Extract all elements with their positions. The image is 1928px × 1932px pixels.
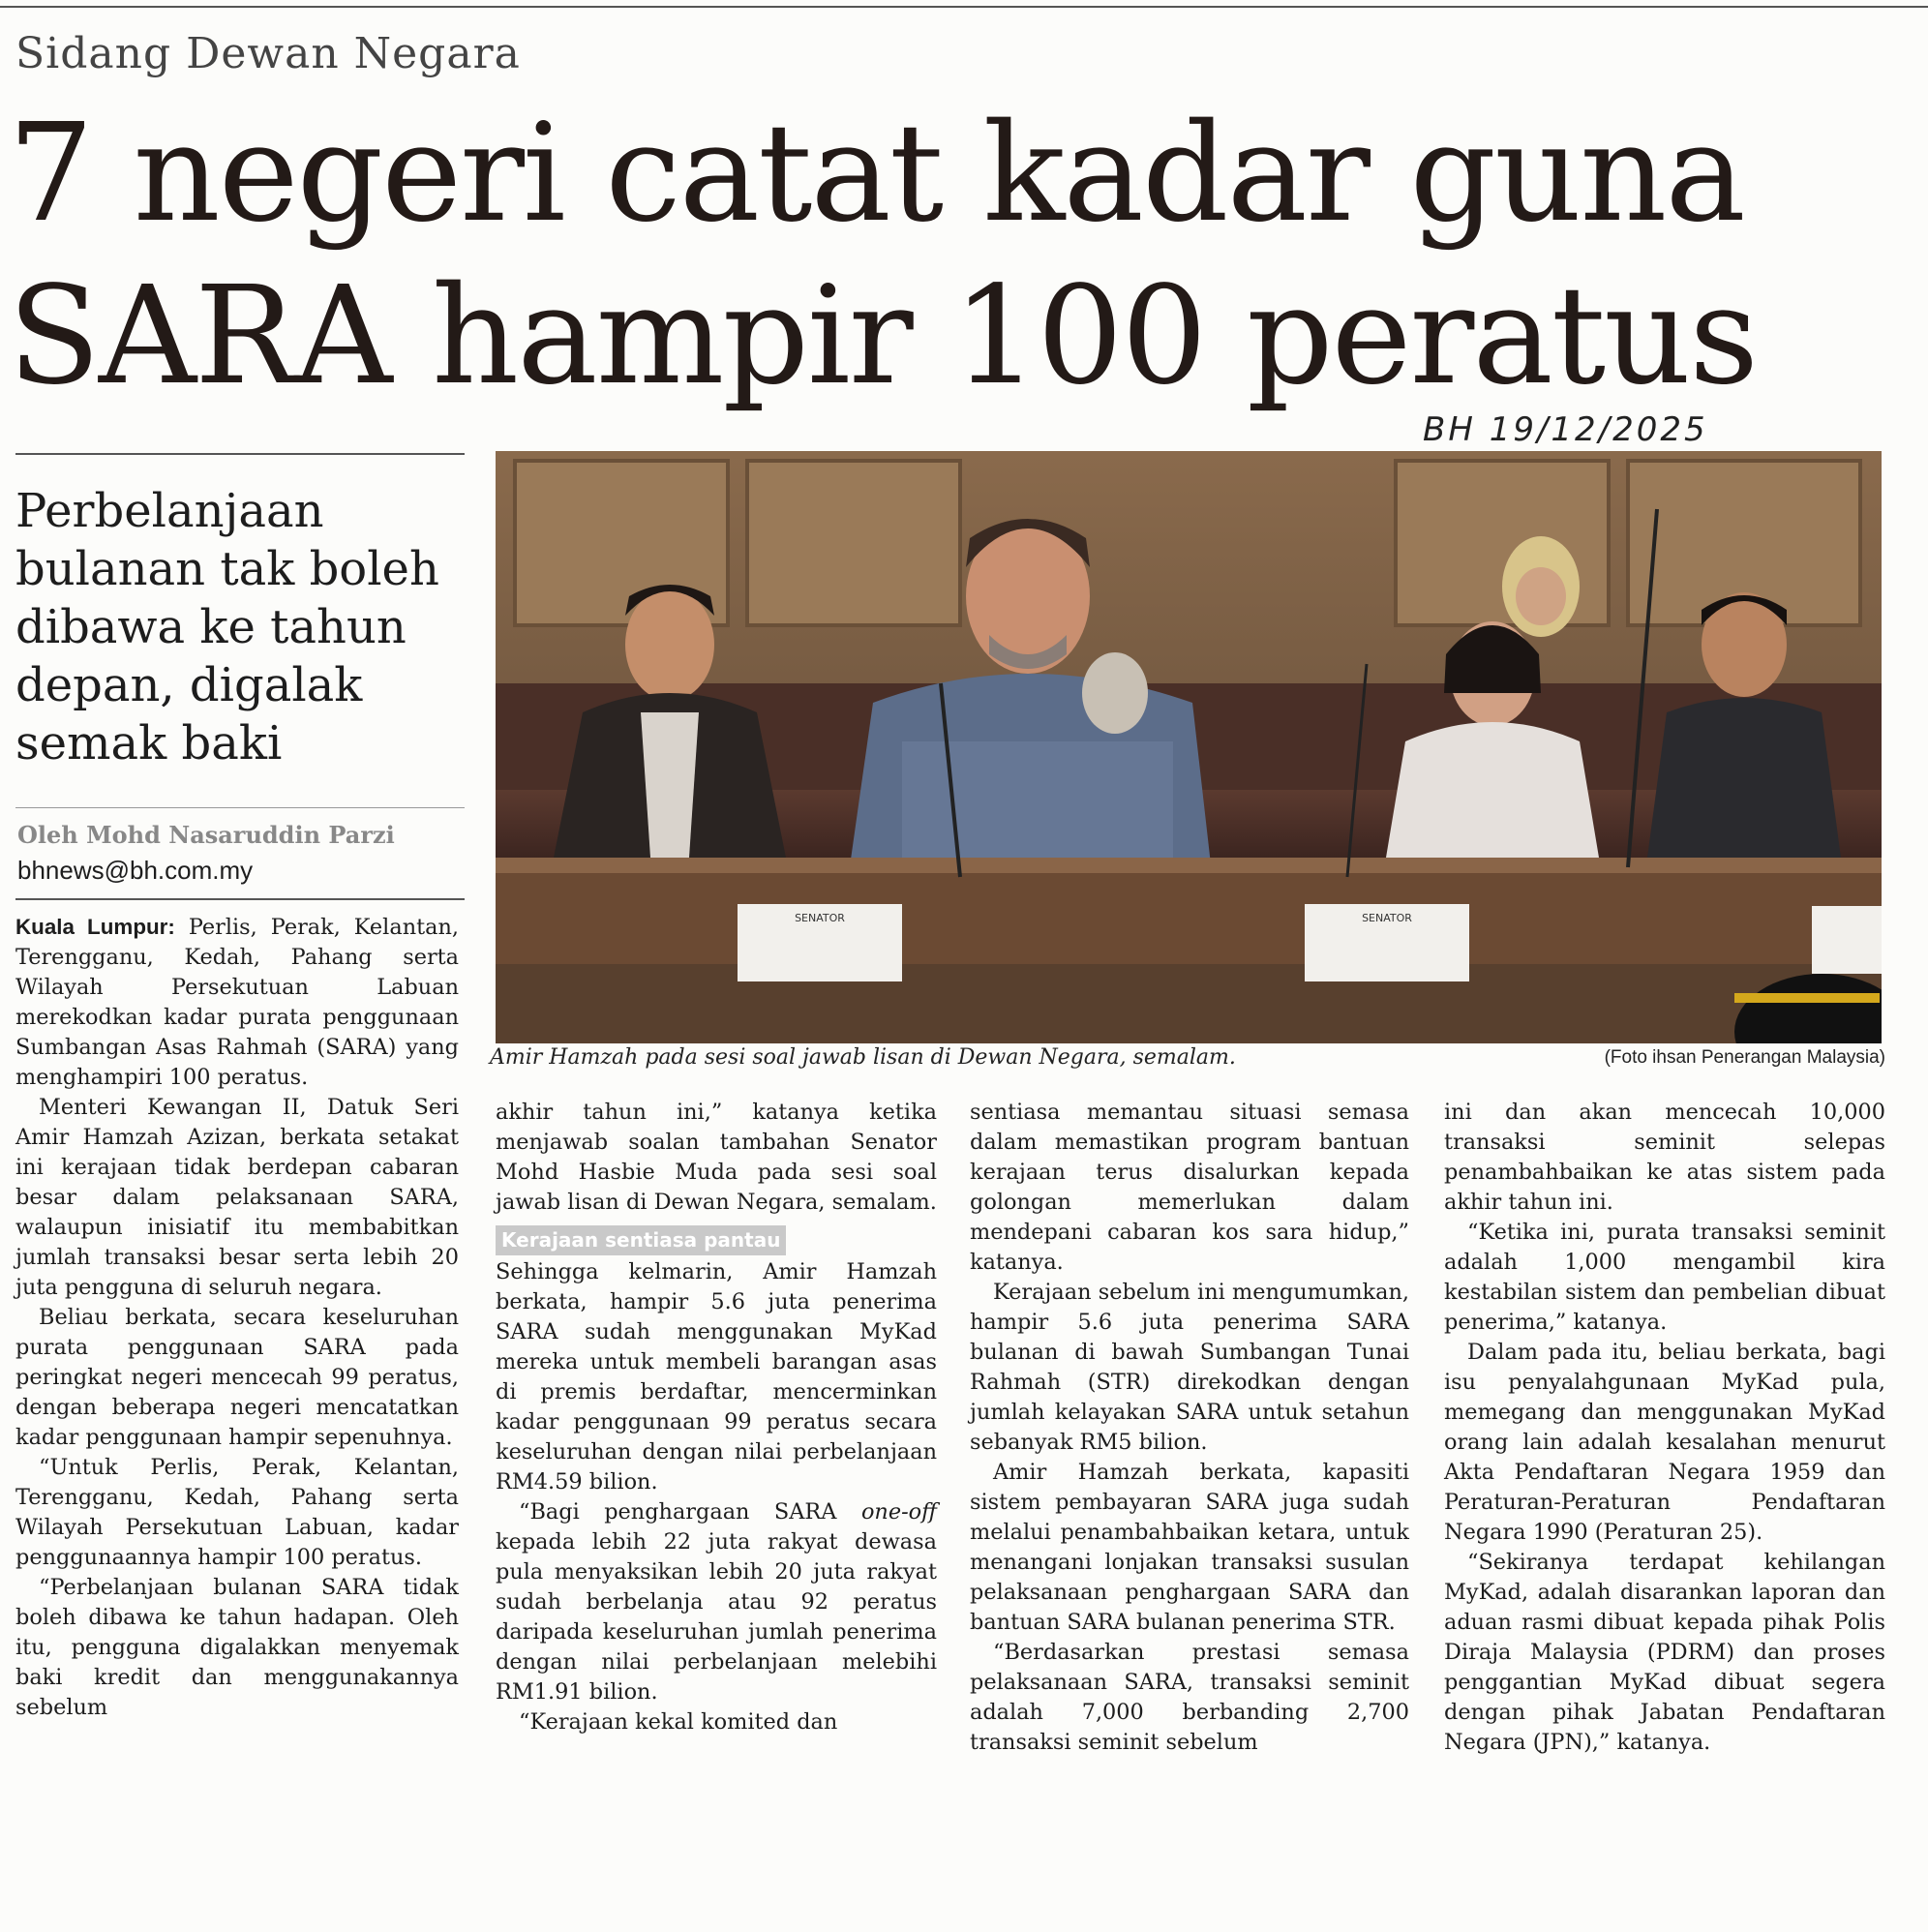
- body-column-3: [970, 1098, 1409, 1758]
- photo-illustration: [496, 451, 1882, 1043]
- photo-caption: Amir Hamzah pada sesi soal jawab lisan di Dewan Negara, semalam.: [490, 1045, 1236, 1070]
- body-column-4: [1444, 1098, 1885, 1758]
- paragraph: Sehingga kelmarin, Amir Hamzah berkata, hampir 5.6 juta penerima SARA sudah menggunakan MyKad mereka untuk membeli barangan asas di premis berdaftar, mencerminkan kadar penggunaan 99 peratus secara keseluruhan dengan nilai perbelanjaan RM4.59 bilion.: [496, 1259, 937, 1494]
- subheading: Kerajaan sentiasa pantau: [496, 1225, 786, 1255]
- paragraph: [15, 912, 459, 1093]
- byline-divider: [15, 807, 465, 808]
- paragraph-text: kepada lebih 22 juta rakyat dewasa pula menyaksikan lebih 20 juta rakyat sudah berbelanja atau 92 peratus daripada keseluruhan jumlah penerima dengan nilai perbelanjaan melebihi RM1.91 bilion.: [496, 1529, 937, 1705]
- deck: Perbelanjaan bulanan tak boleh dibawa ke tahun depan, digalak semak baki: [15, 484, 439, 770]
- body-divider: [15, 898, 465, 900]
- deck-divider: [15, 453, 465, 455]
- paragraph: Kerajaan sebelum ini mengumumkan, hampir 5.6 juta penerima SARA bulanan di bawah Sumbangan Tunai Rahmah (STR) direkodkan dengan jumlah kelayakan SARA untuk setahun sebanyak RM5 bilion.: [970, 1280, 1409, 1455]
- paragraph: akhir tahun ini,” katanya ketika menjawab soalan tambahan Senator Mohd Hasbie Muda pada sesi soal jawab lisan di Dewan Negara, semalam.: [496, 1100, 937, 1215]
- email: bhnews@bh.com.my: [17, 856, 254, 885]
- byline: Oleh Mohd Nasaruddin Parzi: [17, 821, 395, 849]
- paragraph: “Untuk Perlis, Perak, Kelantan, Terengganu, Kedah, Pahang serta Wilayah Persekutuan Labuan, kadar penggunaannya hampir 100 peratus.: [15, 1455, 459, 1570]
- paragraph: ini dan akan mencecah 10,000 transaksi seminit selepas penambahbaikan ke atas sistem pada akhir tahun ini.: [1444, 1100, 1885, 1215]
- paragraph: “Berdasarkan prestasi semasa pelaksanaan SARA, transaksi seminit adalah 7,000 berbanding 2,700 transaksi seminit sebelum: [970, 1640, 1409, 1755]
- paragraph-text: “Bagi penghargaan SARA: [519, 1499, 861, 1524]
- paragraph: “Perbelanjaan bulanan SARA tidak boleh dibawa ke tahun hadapan. Oleh itu, pengguna digalakkan menyemak baki kredit dan menggunakannya sebelum: [15, 1575, 459, 1720]
- placard-label-2: SENATOR: [1362, 912, 1412, 924]
- paragraph: [496, 1497, 937, 1707]
- body-column-2: [496, 1098, 937, 1737]
- kicker: Sidang Dewan Negara: [15, 29, 521, 78]
- body-column-1: [15, 912, 459, 1723]
- headline-line-1: 7 negeri catat kadar guna: [8, 95, 1744, 253]
- paragraph: Dalam pada itu, beliau berkata, bagi isu penyalahgunaan MyKad pula, memegang dan menggunakan MyKad orang lain adalah kesalahan menurut Akta Pendaftaran Negara 1959 dan Peraturan-Peraturan Pendaftaran Negara 1990 (Peraturan 25).: [1444, 1340, 1885, 1545]
- news-photo: [496, 451, 1882, 1043]
- paragraph: “Ketika ini, purata transaksi seminit adalah 1,000 mengambil kira kestabilan sistem dan pembelian dibuat penerima,” katanya.: [1444, 1220, 1885, 1335]
- paragraph: Beliau berkata, secara keseluruhan purata penggunaan SARA pada peringkat negeri mencecah 99 peratus, dengan beberapa negeri mencatatkan kadar penggunaan hampir sepenuhnya.: [15, 1305, 459, 1450]
- headline: [8, 93, 1866, 418]
- headline-line-2: SARA hampir 100 peratus: [8, 257, 1758, 415]
- paragraph: “Sekiranya terdapat kehilangan MyKad, adalah disarankan laporan dan aduan rasmi dibuat kepada pihak Polis Diraja Malaysia (PDRM) dan proses penggantian MyKad dibuat segera dengan pihak Jabatan Pendaftaran Negara (JPN),” katanya.: [1444, 1550, 1885, 1755]
- paragraph: “Kerajaan kekal komited dan: [519, 1709, 838, 1735]
- paragraph: Amir Hamzah berkata, kapasiti sistem pembayaran SARA juga sudah melalui penambahbaikan ketara, untuk menangani lonjakan transaksi susulan pelaksanaan penghargaan SARA dan bantuan SARA bulanan penerima STR.: [970, 1460, 1409, 1635]
- placard-label: SENATOR: [795, 912, 845, 924]
- paragraph: Menteri Kewangan II, Datuk Seri Amir Hamzah Azizan, berkata setakat ini kerajaan tidak berdepan cabaran besar dalam pelaksanaan SARA, walaupun inisiatif itu membabitkan jumlah transaksi besar serta lebih 20 juta pengguna di seluruh negara.: [15, 1095, 459, 1300]
- top-divider: [0, 6, 1928, 8]
- handwritten-date-note: BH 19/12/2025: [1423, 410, 1708, 449]
- paragraph-text: Perlis, Perak, Kelantan, Terengganu, Kedah, Pahang serta Wilayah Persekutuan Labuan merekodkan kadar purata penggunaan Sumbangan Asas Rahmah (SARA) yang menghampiri 100 peratus.: [15, 915, 459, 1090]
- dateline: Kuala Lumpur:: [15, 915, 175, 939]
- paragraph-emphasis: one-off: [860, 1499, 937, 1524]
- photo-credit: (Foto ihsan Penerangan Malaysia): [1604, 1047, 1885, 1068]
- paragraph: sentiasa memantau situasi semasa dalam memastikan program bantuan kerajaan terus disalurkan kepada golongan memerlukan dalam mendepani cabaran kos sara hidup,” katanya.: [970, 1100, 1409, 1275]
